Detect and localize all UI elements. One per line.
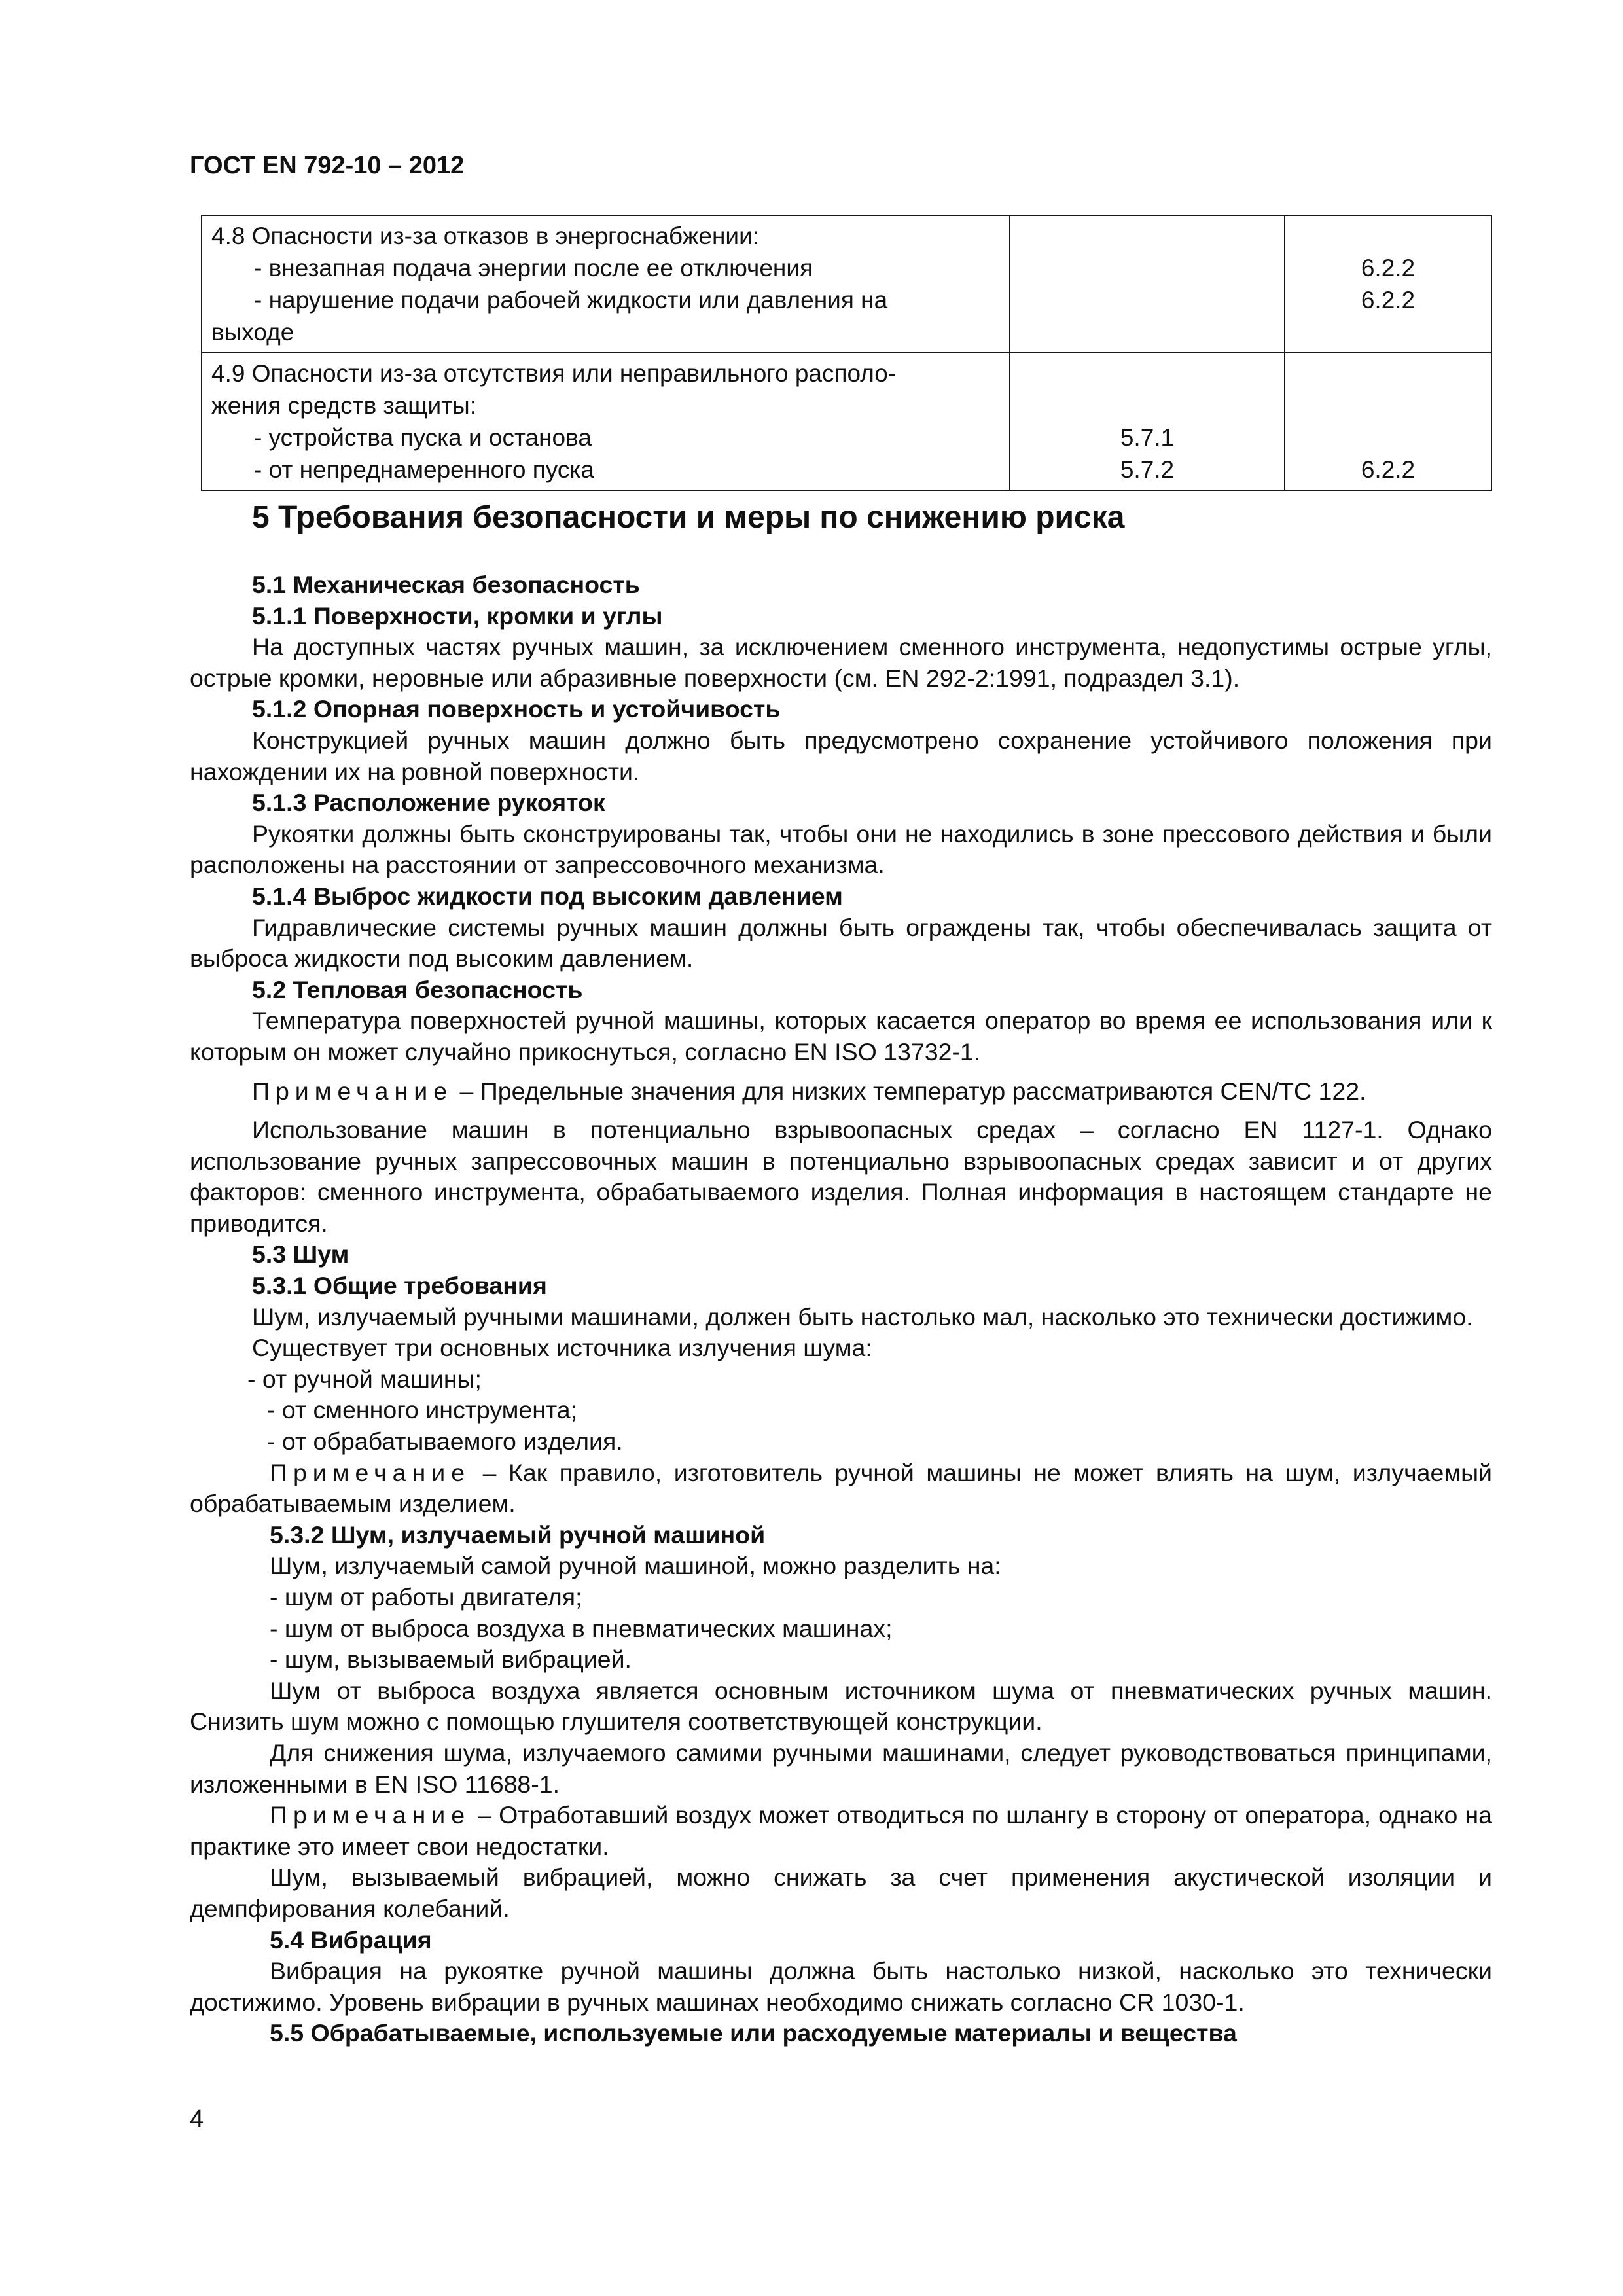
note-text: – Как правило, изготовитель ручной машины не может влиять на шум, излучаемый обрабатываемым изделием. <box>190 1458 1492 1518</box>
ref-a: 5.7.1 <box>1120 424 1175 451</box>
list-item: - от ручной машины; <box>247 1365 482 1393</box>
note-text: – Предельные значения для низких температур рассматриваются CEN/TC 122. <box>453 1077 1366 1105</box>
row-tail: выходе <box>211 319 294 346</box>
heading-5-1-1: 5.1.1 Поверхности, кромки и углы <box>252 601 663 630</box>
paragraph: Использование машин в потенциально взрывоопасных средах – согласно EN 1127-1. Однако использование ручных запрессовочных машин в потенциально взрывоопасных средах зависит и от других факторов: сменного инструмента, обрабатываемого изделия. Полная информация в настоящем стандарте не приводится. <box>190 1116 1492 1237</box>
paragraph: Температура поверхностей ручной машины, которых касается оператор во время ее использования или к которым он может случайно прикоснуться, согласно EN ISO 13732-1. <box>190 1007 1492 1066</box>
paragraph: Гидравлические системы ручных машин должны быть ограждены так, чтобы обеспечивалась защита от выброса жидкости под высоким давлением. <box>190 913 1492 973</box>
heading-5-3-1: 5.3.1 Общие требования <box>252 1272 547 1300</box>
list-item: - от сменного инструмента; <box>267 1396 578 1424</box>
table-row <box>202 353 1491 490</box>
list-item: - шум, вызываемый вибрацией. <box>270 1645 632 1674</box>
heading-5-1-2: 5.1.2 Опорная поверхность и устойчивость <box>252 695 781 723</box>
row-item: - от непреднамеренного пуска <box>254 456 594 483</box>
note <box>190 1076 1492 1107</box>
page-header: ГОСТ EN 792-10 – 2012 <box>190 152 465 179</box>
section-title: 5 Требования безопасности и меры по снижению риска <box>252 500 1125 535</box>
heading-5-1-3: 5.1.3 Расположение рукояток <box>252 789 605 817</box>
note-label: Примечание <box>270 1801 471 1829</box>
row-item: - устройства пуска и останова <box>254 424 592 451</box>
heading-5-3: 5.3 Шум <box>252 1240 349 1268</box>
ref-a <box>1020 284 1275 316</box>
note <box>190 1800 1492 1862</box>
table-cell-ref-a <box>1010 215 1285 353</box>
row-title: 4.8 Опасности из-за отказов в энергоснабжении: <box>211 223 760 249</box>
ref-b <box>1294 422 1482 454</box>
paragraph: Конструкцией ручных машин должно быть предусмотрено сохранение устойчивого положения при нахождении их на ровной поверхности. <box>190 726 1492 785</box>
paragraph: Шум от выброса воздуха является основным источником шума от пневматических ручных машин. Снизить шум можно с помощью глушителя соответствующей конструкции. <box>190 1676 1492 1736</box>
note <box>190 1458 1492 1520</box>
row-title-continued: жения средств защиты: <box>211 392 477 419</box>
hazards-table <box>201 215 1492 491</box>
ref-b: 6.2.2 <box>1361 456 1416 483</box>
ref-a: 5.7.2 <box>1120 456 1175 483</box>
heading-5-4: 5.4 Вибрация <box>270 1926 432 1954</box>
table-row <box>202 215 1491 353</box>
row-item: - внезапная подача энергии после ее отключения <box>254 255 813 281</box>
paragraph: Рукоятки должны быть сконструированы так, чтобы они не находились в зоне прессового действия и были расположены на расстоянии от запрессовочного механизма. <box>190 819 1492 879</box>
row-title: 4.9 Опасности из-за отсутствия или неправильного располо- <box>211 360 897 387</box>
heading-5-5: 5.5 Обрабатываемые, используемые или расходуемые материалы и вещества <box>270 2019 1237 2047</box>
paragraph: На доступных частях ручных машин, за исключением сменного инструмента, недопустимы острые углы, острые кромки, неровные или абразивные поверхности (см. EN 292-2:1991, подраздел 3.1). <box>190 633 1492 692</box>
note-text: – Отработавший воздух может отводиться по шлангу в сторону от оператора, однако на практике это имеет свои недостатки. <box>190 1801 1492 1860</box>
heading-5-3-2: 5.3.2 Шум, излучаемый ручной машиной <box>270 1520 766 1549</box>
page-number: 4 <box>190 2106 204 2133</box>
table-cell-hazard <box>202 215 1010 353</box>
table-cell-ref-b <box>1285 215 1491 353</box>
row-item: - нарушение подачи рабочей жидкости или давления на <box>254 287 888 314</box>
note-label: Примечание <box>270 1458 471 1486</box>
heading-5-1: 5.1 Механическая безопасность <box>252 571 640 598</box>
ref-a <box>1020 252 1275 284</box>
paragraph: Существует три основных источника излучения шума: <box>252 1334 872 1362</box>
table-cell-ref-b <box>1285 353 1491 490</box>
table-cell-hazard <box>202 353 1010 490</box>
paragraph: Для снижения шума, излучаемого самими ручными машинами, следует руководствоваться принципами, изложенными в EN ISO 11688-1. <box>190 1738 1492 1798</box>
list-item: - шум от работы двигателя; <box>270 1583 582 1611</box>
note-label: Примечание <box>252 1077 454 1105</box>
list-item: - от обрабатываемого изделия. <box>267 1427 623 1456</box>
list-item: - шум от выброса воздуха в пневматических машинах; <box>270 1614 893 1642</box>
paragraph: Вибрация на рукоятке ручной машины должна быть настолько низкой, насколько это технически достижимо. Уровень вибрации в ручных машинах необходимо снижать согласно CR 1030-1. <box>190 1957 1492 2016</box>
paragraph: Шум, излучаемый ручными машинами, должен быть настолько мал, насколько это технически достижимо. <box>252 1302 1473 1331</box>
paragraph: Шум, вызываемый вибрацией, можно снижать за счет применения акустической изоляции и демпфирования колебаний. <box>190 1863 1492 1922</box>
table-cell-ref-a <box>1010 353 1285 490</box>
heading-5-2: 5.2 Тепловая безопасность <box>252 975 583 1003</box>
ref-b: 6.2.2 <box>1361 255 1416 281</box>
heading-5-1-4: 5.1.4 Выброс жидкости под высоким давлением <box>252 882 843 910</box>
ref-b: 6.2.2 <box>1361 287 1416 314</box>
paragraph: Шум, излучаемый самой ручной машиной, можно разделить на: <box>270 1552 1001 1580</box>
document-body <box>190 569 1492 2049</box>
